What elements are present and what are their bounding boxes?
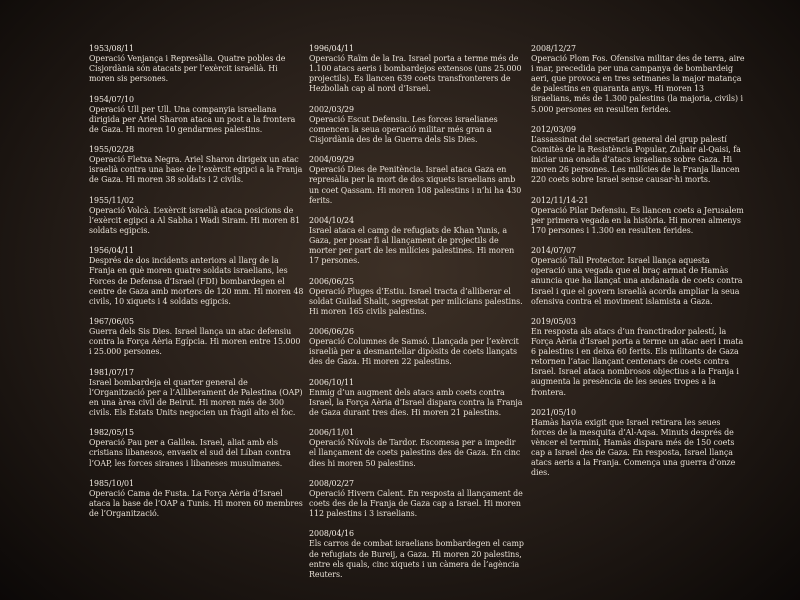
entry-date: 1981/07/17 bbox=[89, 367, 134, 377]
entry-date: 2006/06/25 bbox=[309, 276, 354, 286]
entry-date: 2021/05/10 bbox=[531, 407, 576, 417]
entry-description: Israel bombardeja el quarter general de l’Organització per a l’Alliberament de Palestina (OAP) en una àrea civil de Beirut. Hi moren més de 300 civils. Els Estats Units negocien un fràgil alto el foc. bbox=[89, 377, 303, 417]
entry-date: 2006/11/01 bbox=[309, 428, 354, 438]
entry-date: 2008/02/27 bbox=[309, 478, 354, 488]
timeline-entry bbox=[531, 246, 746, 307]
entry-date: 1956/04/11 bbox=[89, 246, 134, 256]
entry-description: Els carros de combat israelians bombardegen el camp de refugiats de Bureij, a Gaza. Hi moren 20 palestins, entre els quals, cinc xiquets i un càmera de l’agència Reuters. bbox=[309, 539, 524, 579]
timeline-entry bbox=[531, 196, 746, 236]
entry-description: Operació Dies de Penitència. Israel ataca Gaza en represàlia per la mort de dos xiquets israelians amb un coet Qassam. Hi moren 108 palestins i n’hi ha 430 ferits. bbox=[309, 165, 522, 205]
entry-description: Operació Escut Defensiu. Les forces israelianes comencen la seua operació militar més gran a Cisjordània des de la Guerra dels Sis Dies. bbox=[309, 114, 498, 144]
timeline-entry bbox=[89, 428, 304, 468]
timeline-entry bbox=[309, 479, 524, 519]
entry-date: 2004/10/24 bbox=[309, 215, 354, 225]
entry-date: 2012/03/09 bbox=[531, 124, 576, 134]
entry-description: Enmig d’un augment dels atacs amb coets contra Israel, la Força Aèria d’Israel dispara contra la Franja de Gaza durant tres dies. Hi moren 21 palestins. bbox=[309, 387, 523, 417]
entry-date: 1985/10/01 bbox=[89, 478, 134, 488]
entry-description: Operació Fletxa Negra. Ariel Sharon dirigeix un atac israelià contra una base de l’exèrcit egipci a la Franja de Gaza. Hi moren 38 soldats i 2 civils. bbox=[89, 155, 303, 185]
entry-date: 2008/04/16 bbox=[309, 529, 354, 539]
entry-date: 1967/06/05 bbox=[89, 317, 134, 326]
entry-description: Operació Raïm de la Ira. Israel porta a terme més de 1.100 atacs aeris i bombardejos extensos (uns 25.000 projectils). Es llancen 639 coets transfronterers de Hezbollah cap al nord d’Israel. bbox=[309, 54, 522, 94]
timeline-column-1 bbox=[89, 44, 304, 529]
entry-description: Operació Ull per Ull. Una companyia israeliana dirigida per Ariel Sharon ataca un post a la frontera de Gaza. Hi moren 10 gendarmes palestins. bbox=[89, 104, 296, 134]
timeline-entry bbox=[89, 368, 304, 418]
timeline-entry bbox=[309, 428, 524, 468]
entry-date: 1955/02/28 bbox=[89, 145, 134, 155]
entry-description: Hamàs havia exigit que Israel retirara les seues forces de la mesquita d’Al-Aqsa. Minuts després de vèncer el termini, Hamàs dispara més de 150 coets cap a Israel des de Gaza. En resposta, Israel llança atacs aeris a la Franja. Comença una guerra d’onze dies. bbox=[531, 417, 736, 478]
entry-description: En resposta als atacs d’un franctirador palestí, la Força Aèria d’Israel porta a terme un atac aeri i mata 6 palestins i en deixa 60 ferits. Els militants de Gaza retornen l’atac llançant centenars de coets contra Israel. Israel ataca nombrosos objectius a la Franja i augmenta la presència de les seues tropes a la frontera. bbox=[531, 327, 744, 397]
timeline-entry bbox=[309, 529, 524, 579]
entry-date: 1954/07/10 bbox=[89, 94, 134, 104]
entry-description: Guerra dels Sis Dies. Israel llança un atac defensiu contra la Força Aèria Egípcia. Hi moren entre 15.000 i 25.000 persones. bbox=[89, 327, 301, 357]
entry-date: 2014/07/07 bbox=[531, 246, 576, 256]
entry-description: Operació Cama de Fusta. La Força Aèria d’Israel ataca la base de l’OAP a Tunis. Hi moren 60 membres de l’Organització. bbox=[89, 488, 303, 519]
entry-date: 2006/10/11 bbox=[309, 377, 354, 387]
entry-description: Operació Hivern Calent. En resposta al llançament de coets des de la Franja de Gaza cap a Israel. Hi moren 112 palestins i 3 israelians. bbox=[309, 488, 523, 519]
entry-date: 2004/09/29 bbox=[309, 155, 354, 165]
timeline-entry bbox=[89, 479, 304, 519]
timeline-entry bbox=[309, 105, 524, 145]
timeline-entry bbox=[89, 95, 304, 135]
timeline-entry bbox=[309, 216, 524, 266]
timeline-entry bbox=[531, 125, 746, 186]
timeline-column-3 bbox=[531, 44, 746, 489]
timeline-entry bbox=[309, 155, 524, 205]
entry-date: 2019/05/03 bbox=[531, 316, 576, 326]
entry-description: Operació Columnes de Samsó. Llançada per l’exèrcit israelià per a desmantellar dipòsits de coets llançats des de Gaza. Hi moren 22 palestins. bbox=[309, 337, 519, 367]
timeline-entry bbox=[89, 44, 304, 84]
entry-date: 1955/11/02 bbox=[89, 195, 134, 205]
timeline-entry bbox=[309, 327, 524, 367]
timeline-entry bbox=[89, 145, 304, 185]
entry-description: Operació Núvols de Tardor. Escomesa per a impedir el llançament de coets palestins des de Gaza. En cinc dies hi moren 50 palestins. bbox=[309, 438, 521, 468]
timeline-entry bbox=[531, 408, 746, 479]
entry-date: 2012/11/14-21 bbox=[531, 195, 589, 205]
entry-date: 2002/03/29 bbox=[309, 104, 354, 114]
entry-description: Israel ataca el camp de refugiats de Khan Yunis, a Gaza, per posar fi al llançament de projectils de morter per part de les milícies palestines. Hi moren 17 persones. bbox=[309, 225, 515, 266]
timeline-entry bbox=[89, 246, 304, 307]
timeline-entry bbox=[309, 277, 524, 317]
entry-date: 2008/12/27 bbox=[531, 44, 576, 53]
timeline-entry bbox=[531, 317, 746, 398]
entry-description: Operació Volcà. L’exèrcit israelià ataca posicions de l’exèrcit egipci a Al Sabha i Wadi Siram. Hi moren 81 soldats egipcis. bbox=[89, 205, 301, 235]
timeline-column-2 bbox=[309, 44, 524, 590]
entry-description: Operació Plom Fos. Ofensiva militar des de terra, aire i mar, precedida per una campanya de bombardeig aeri, que provoca en tres setmanes la major matança de palestins en quaranta anys. Hi moren 13 israelians, més de 1.300 palestins (la majoria, civils) i 5.000 persones en resulten ferides. bbox=[531, 54, 745, 114]
entry-date: 1982/05/15 bbox=[89, 428, 134, 438]
timeline-entry bbox=[531, 44, 746, 115]
entry-description: Operació Pau per a Galilea. Israel, aliat amb els cristians libanesos, envaeix el sud del Líban contra l’OAP, les forces siranes i libaneses musulmanes. bbox=[89, 438, 291, 468]
entry-description: Després de dos incidents anteriors al llarg de la Franja en què moren quatre soldats israelians, les Forces de Defensa d’Israel (FDI) bombardegen el centre de Gaza amb morters de 120 mm. Hi moren 48 civils, 10 xiquets i 4 soldats egipcis. bbox=[89, 256, 304, 306]
entry-description: Operació Pluges d’Estiu. Israel tracta d’alliberar el soldat Guilad Shalit, segrestat per milicians palestins. Hi moren 165 civils palestins. bbox=[309, 286, 523, 316]
timeline-entry bbox=[309, 378, 524, 418]
entry-description: Operació Venjança i Represàlia. Quatre pobles de Cisjordània són atacats per l’exèrcit israelià. Hi moren sis persones. bbox=[89, 54, 286, 84]
entry-description: L’assassinat del secretari general del grup palestí Comitès de la Resistència Popular, Zuhair al-Qaisi, fa iniciar una onada d’atacs israelians sobre Gaza. Hi moren 26 persones. Les milícies de la Franja llancen 220 coets sobre Israel sense causar-hi morts. bbox=[531, 134, 741, 185]
timeline-entry bbox=[89, 196, 304, 236]
entry-description: Operació Pilar Defensiu. Es llancen coets a Jerusalem per primera vegada en la història. Hi moren almenys 170 persones i 1.300 en resulten ferides. bbox=[531, 205, 744, 235]
timeline-entry bbox=[309, 44, 524, 94]
entry-date: 2006/06/26 bbox=[309, 327, 354, 337]
entry-date: 1996/04/11 bbox=[309, 44, 354, 53]
entry-description: Operació Tall Protector. Israel llança aquesta operació una vegada que el braç armat de Hamàs anuncia que ha llançat una andanada de coets contra Israel i que el govern israelià acorda ampliar la seua ofensiva contra el moviment islamista a Gaza. bbox=[531, 256, 743, 306]
timeline-entry bbox=[89, 317, 304, 357]
entry-date: 1953/08/11 bbox=[89, 44, 134, 53]
